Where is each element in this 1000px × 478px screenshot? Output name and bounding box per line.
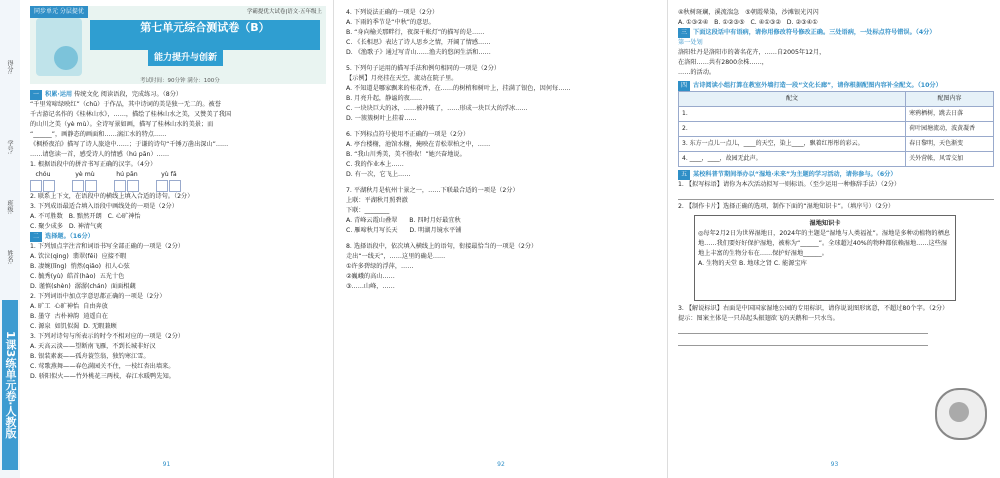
- item: ①许多碧绿的浮萍，……: [346, 263, 414, 270]
- option: B. 月亮升起，静谧的夜……: [346, 95, 423, 102]
- question-6: 6. 下列标点符号使用不正确的一项是（2分）: [346, 131, 470, 138]
- question-1: 1. 下列加点字注音和词语书写全部正确的一项是（2分）: [30, 243, 185, 250]
- option: C. 莺歌燕舞——春色满园关不住，一枝红杏出墙来。: [30, 363, 175, 370]
- answer-line[interactable]: [678, 324, 928, 334]
- table-header: 配文: [679, 92, 906, 107]
- table-row: [679, 152, 994, 167]
- cover-illustration: [36, 18, 82, 76]
- option: D. 骄阳似火——竹外桃花三两枝，春江水暖鸭先知。: [30, 373, 175, 380]
- question-4: 4. 下列说法正确的一项是（2分）: [346, 9, 439, 16]
- wetland-park-logo: [935, 388, 987, 440]
- question-1: 1. 【拟写标语】请你为本次活动拟写一则标语。（至少运用一种修辞手法）（2分）: [678, 181, 901, 188]
- option: C. 《长相思》表达了诗人思乡之情，开阔了情感……: [346, 39, 491, 46]
- question-3: 3. 下列成语最适合填入语段中画线处的一项是（2分）: [30, 203, 178, 210]
- question-1: 1. 根据语段中的拼音书写正确的汉字。（4分）: [30, 161, 157, 168]
- series-label: 学霸提优大试卷|语文·五年级上: [246, 9, 322, 15]
- options-row: A. 青峰云霞山叠翠 B. 四时月好最宜秋: [346, 217, 461, 224]
- hint: 提示：图案主体是一只昂起头振翅欲飞的天鹅和一只水鸟。: [678, 315, 839, 322]
- answer-box[interactable]: [30, 180, 42, 192]
- pinyin-row: [30, 170, 328, 192]
- section-label: 四: [678, 81, 690, 91]
- option: D. 有一次，它飞上……: [346, 171, 411, 178]
- passage-line: ……的活动。: [678, 69, 716, 76]
- answer-box[interactable]: [114, 180, 126, 192]
- option: B. “身向榆关那畔行，夜深千帐灯”的描写的是……: [346, 29, 485, 36]
- passage-line: 在洛阳……共有2800余株……，: [678, 59, 768, 66]
- options-row: D. 谨慎(shèn) 潺潺(chán) 面面相觑: [30, 283, 136, 290]
- question-2: 2. 下列词语中加点字意思都正确的一项是（2分）: [30, 293, 166, 300]
- table-cell: 荷叶园塘流动，波黄凝香: [906, 122, 994, 137]
- options-row: A. 饮泣(qìng) 翡翠(fěi) 应接不暇: [30, 253, 127, 260]
- passage-line: 千古游记名作的《桂林山水》，……，描绘了桂林山水之美，又赞美了我国: [30, 111, 232, 118]
- question-2: 2. 联系上下文，在语段中的横线上填入合适的诗句。（2分）: [30, 193, 194, 200]
- student-id-label: 学号:: [6, 140, 13, 155]
- test-subtitle: 能力提升与创新: [148, 50, 223, 66]
- table-cell: 春日黎明，天色渐变: [906, 137, 994, 152]
- options-row: A. 不可胜数 B. 黯然开朗 C. 心旷神怡: [30, 213, 141, 220]
- options-row: A. 旷工 心旷神怡 自由奔放: [30, 303, 108, 310]
- card-title: 湿地知识卡: [809, 220, 841, 227]
- answer-box[interactable]: [72, 180, 84, 192]
- question-7: 7. 平湖秋月是杭州十景之一，……下联最合适的一项是（2分）: [346, 187, 519, 194]
- option: A. 亭台楼榭，池馆水榭，掩映在青松翠柏之中，……: [346, 141, 491, 148]
- answer-box[interactable]: [43, 180, 55, 192]
- section-title: 选择题。（16分）: [45, 233, 94, 240]
- test-header: [30, 6, 326, 84]
- answer-box[interactable]: [169, 180, 181, 192]
- illustration-circle: [54, 46, 78, 70]
- question-3: 3. 【解说标识】右面是中国国家湿地公园的专用标识，请你说说图形寓意，不超过80个字。（2分）: [678, 305, 949, 312]
- section-label: 二: [30, 232, 42, 242]
- card-body: ◎每年2月2日为世界湿地日，2024年的主题是“湿地与人类福祉”。湿地是多种动植物的栖息地……我们要好好保护湿地，被称为“______”。全球超过40%的物种都依赖湿地……这些湿地上丰富的生物分布在……保护好湿地______。: [698, 230, 950, 257]
- couplet-down: 下联：________: [346, 207, 390, 214]
- questions-column: [678, 8, 994, 348]
- pinyin-item: chóu: [30, 170, 56, 192]
- page-number: 93: [830, 461, 839, 468]
- section-label: 五: [678, 170, 690, 180]
- test-title: 第七单元综合测试卷（B）: [90, 20, 320, 50]
- swan-emblem: [949, 402, 969, 422]
- option: C. 我的作业本上……: [346, 161, 404, 168]
- options-row: C. 源泉 如饥似渴 D. 无暇兼顾: [30, 323, 117, 330]
- answer-box[interactable]: [127, 180, 139, 192]
- section-title: 下面这段话中有语病，请你用修改符号修改正确。三处语病，一处标点符号错误。（4分）: [693, 29, 936, 36]
- table-cell[interactable]: 3. 东方一点儿一点儿，____的天空，染上____，飘着红彤彤的彩云。: [679, 137, 906, 152]
- couplet-up: 上联：平湖秋月照碧澈: [346, 197, 408, 204]
- passage-line: “______”，画静态的画面和……漓江水的特点……: [30, 131, 167, 138]
- table-row: [679, 107, 994, 122]
- option: A. 天高云淡——望断南飞雁，不到长城非好汉: [30, 343, 156, 350]
- option: B. 银装素裹——孤舟蓑笠翁，独钓寒江雪。: [30, 353, 150, 360]
- page-number: 91: [162, 461, 171, 468]
- section-tag: 积累·运用: [45, 91, 73, 98]
- questions-column: [346, 8, 658, 292]
- section-tag: 第一处划: [678, 39, 703, 46]
- section-label: 三: [678, 28, 690, 38]
- pinyin-item: yè mù: [72, 170, 98, 192]
- option: B. “我山川秀美，美不胜收！”她兴奋地说。: [346, 151, 466, 158]
- series-tag: 同步单元 分层提优: [30, 6, 88, 18]
- passage-line: 《枫桥夜泊》描写了诗人旅途中……；于谦的诗句“千锤万凿出深山”……: [30, 141, 229, 148]
- item: ④秋树斑斓，溪流湍急 ⑤朝霞晕染，沙滩银光闪闪: [678, 9, 819, 16]
- class-label: 班级:: [6, 200, 13, 215]
- options-row: C. 毓秀(yù) 皓首(hào) 五光十色: [30, 273, 125, 280]
- passage-line: ……请您读一首，感受诗人的情感（hú pān）……: [30, 151, 170, 158]
- poetry-table: [678, 91, 994, 167]
- table-cell: 寒鸦栖树，跳去日落: [906, 107, 994, 122]
- options-row: A. ①③②④ B. ①②③⑤ C. ④①③② D. ②③④①: [678, 19, 818, 26]
- binding-sidebar: [0, 0, 20, 478]
- answer-box[interactable]: [85, 180, 97, 192]
- answer-box[interactable]: [156, 180, 168, 192]
- page-93: [667, 0, 1000, 478]
- table-row: [679, 137, 994, 152]
- passage: 走出“一线天”，……这里的确是……: [346, 253, 446, 260]
- item: ②巍峨的高山……: [346, 273, 395, 280]
- item: ③……山峰，……: [346, 283, 395, 290]
- example: 【示例】月亮挂在天空，流动在院子里。: [346, 75, 458, 82]
- question-5: 5. 下列句子运用的描写手法和例句相同的一项是（2分）: [346, 65, 501, 72]
- passage-line: “千里莺啼绿映红”（chū）于作品，其中诗词的美是独一无二的。被誉: [30, 101, 221, 108]
- page-92: [333, 0, 668, 478]
- option: D. 一簇簇树叶上挂着……: [346, 115, 417, 122]
- section-intro: 传统文化 阅读语段，完成练习。（8分）: [74, 91, 183, 98]
- option: A. 下雨的季节是“中秋”的意思。: [346, 19, 435, 26]
- pinyin-item: yù fā: [156, 170, 182, 192]
- name-label: 姓名:: [6, 250, 13, 265]
- question-2: 2. 【制作卡片】选择正确的选项，制作下面的“湿地知识卡”。（填序号）（2分）: [678, 203, 895, 210]
- table-cell[interactable]: 4. ____，____，故园无此声。: [679, 152, 906, 167]
- answer-line[interactable]: [678, 190, 994, 200]
- passage-line: 的山川之美（yè mù）。全诗写景如画，描写了桂林山水的美景；而: [30, 121, 214, 128]
- score-label: 得分:: [6, 60, 13, 75]
- question-8: 8. 选择语段中，依次填入横线上的语句，衔接最恰当的一项是（2分）: [346, 243, 538, 250]
- passage-line: 洛阳牡丹是洛阳市的著名花卉，……自2005年12月，: [678, 49, 826, 56]
- answer-line[interactable]: [678, 336, 928, 346]
- table-header: 配图内容: [906, 92, 994, 107]
- question-3: 3. 下列对诗句与所表示的时令不相对应的一项是（2分）: [30, 333, 185, 340]
- section-label: 一: [30, 90, 42, 100]
- table-cell[interactable]: 1.: [679, 107, 906, 122]
- option: C. 一块块巨大的冰，……被冲破了，……形成一块巨大的浮冰……: [346, 105, 528, 112]
- section-accumulation: [30, 90, 328, 382]
- card-options: A. 生物的天堂 B. 地球之肾 C. 能源宝库: [698, 260, 807, 267]
- section-title: 某校科普节期间举办以“湿地·未来”为主题的学习活动，请你参与。（6分）: [693, 171, 897, 178]
- table-cell[interactable]: 2.: [679, 122, 906, 137]
- options-row: C. 雁啼秋月写长天 D. 明湖月镜水平铺: [346, 227, 462, 234]
- options-row: C. 聚少成多 D. 神清气爽: [30, 223, 103, 230]
- options-row: B. 凄婉(lǐng) 悄然(qiǎo) 扣人心弦: [30, 263, 130, 270]
- option: A. 不知道是哪家飘来的桂花香，在……的树梢和树叶上，挂满了银色，因何每……: [346, 85, 571, 92]
- table-row: [679, 122, 994, 137]
- section-title: 古诗阅读小组打算在教室外墙打造一段“文化长廊”，请你根据配图内容补全配文。（10分）: [693, 82, 942, 89]
- wetland-knowledge-card: [694, 215, 956, 301]
- brand-strip: 1课3练单元卷·人教版: [2, 300, 18, 470]
- option: D. 《渔歌子》通过写青山……渔夫的悠闲生活和……: [346, 49, 491, 56]
- table-cell: 关外营帐，风雪交加: [906, 152, 994, 167]
- page-91: [0, 0, 333, 478]
- exam-meta: 考试时间：90分钟 满分：100分: [140, 78, 220, 84]
- pinyin-item: hú pān: [114, 170, 140, 192]
- page-number: 92: [497, 461, 505, 468]
- options-row: B. 墨守 古朴神韵 逍遥自在: [30, 313, 108, 320]
